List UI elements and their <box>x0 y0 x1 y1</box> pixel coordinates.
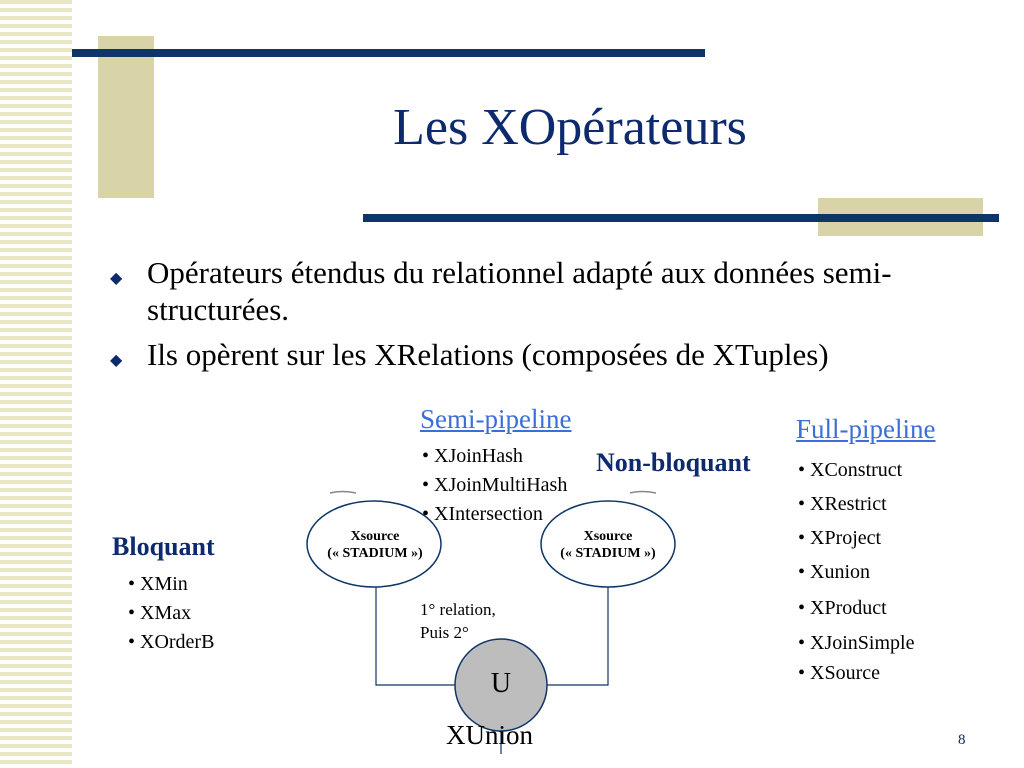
page-number: 8 <box>958 732 966 748</box>
slide-title: Les XOpérateurs <box>393 99 747 156</box>
annotation-line: 1° relation, <box>420 600 496 619</box>
bullet-text: Ils opèrent sur les XRelations (composées de XTuples) <box>147 337 829 372</box>
list-item: • XProduct <box>798 597 887 619</box>
bullet-text: Opérateurs étendus du relationnel adapté aux données semi-structurées. <box>147 255 892 327</box>
xsource-param: (« STADIUM ») <box>560 546 656 561</box>
xsource-name: Xsource <box>583 529 633 544</box>
diamond-bullet-icon: ◆ <box>110 270 123 287</box>
list-item: • XJoinSimple <box>798 632 915 654</box>
bloquant-heading: Bloquant <box>112 532 215 561</box>
list-item: • XIntersection <box>422 503 543 525</box>
full-pipeline-list <box>798 453 914 687</box>
xsource-name: Xsource <box>350 529 400 544</box>
list-item: • XOrderB <box>128 631 215 653</box>
semi-pipeline-list <box>422 442 567 529</box>
order-annotation <box>420 598 496 644</box>
list-item: • XMin <box>128 573 188 595</box>
union-symbol: U <box>490 668 512 699</box>
list-item: • XProject <box>798 527 882 549</box>
right-xsource-label <box>541 528 675 562</box>
left-xsource-label <box>308 528 442 562</box>
xunion-label: XUnion <box>446 720 533 750</box>
list-item: • XJoinMultiHash <box>422 474 568 496</box>
list-item: • XSource <box>798 662 880 684</box>
list-item: • XJoinHash <box>422 445 523 467</box>
diamond-bullet-icon: ◆ <box>110 352 123 369</box>
full-pipeline-link[interactable]: Full-pipeline <box>796 414 936 444</box>
list-item: • XConstruct <box>798 459 903 481</box>
right-connector <box>546 587 608 685</box>
xsource-param: (« STADIUM ») <box>327 546 423 561</box>
list-item: • XRestrict <box>798 493 887 515</box>
semi-pipeline-link[interactable]: Semi-pipeline <box>420 404 572 434</box>
list-item: • Xunion <box>798 561 871 583</box>
bloquant-list <box>128 570 214 657</box>
non-bloquant-heading: Non-bloquant <box>596 448 751 477</box>
list-item: • XMax <box>128 602 192 624</box>
annotation-line: Puis 2° <box>420 623 469 642</box>
